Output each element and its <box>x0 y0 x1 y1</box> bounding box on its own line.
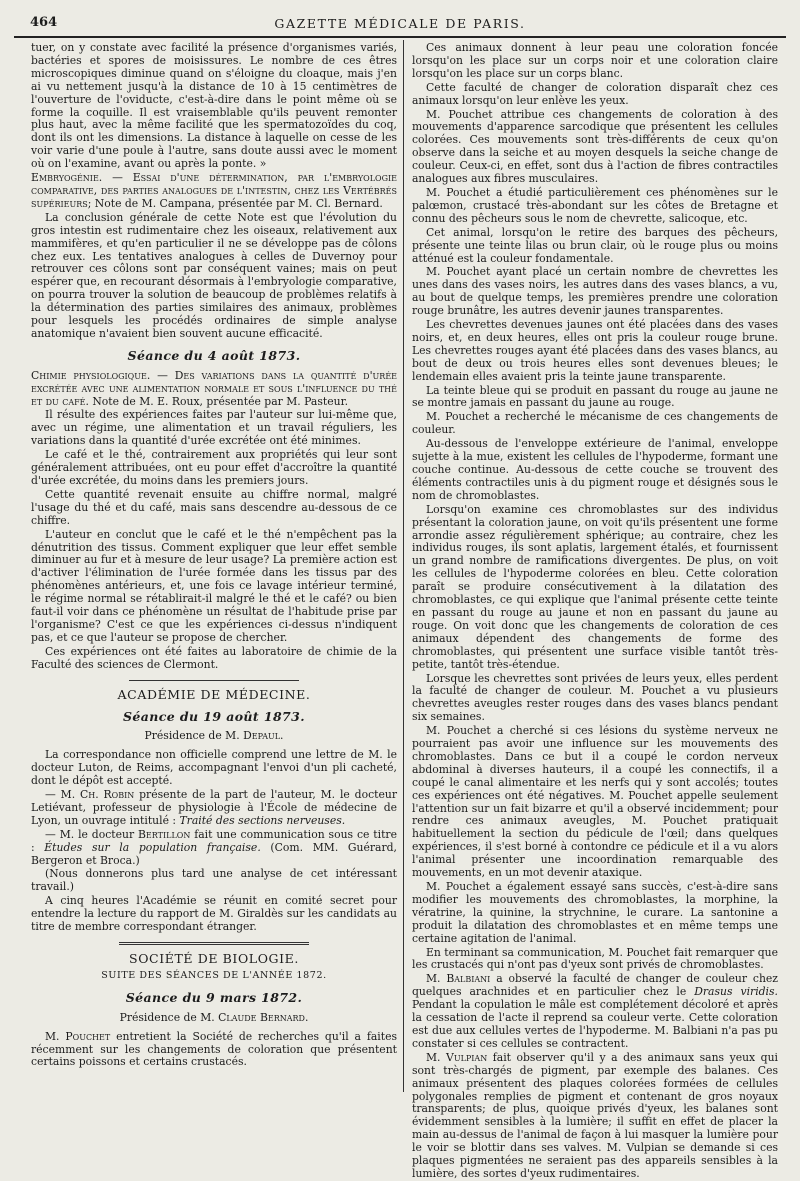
paragraph: La teinte bleue qui se produit en passant du rouge au jaune ne se montre jamais en passant du jaune au rouge. <box>412 383 778 410</box>
person-name: Pouchet <box>65 1029 111 1043</box>
text-run: fait observer qu'il y a des animaux sans yeux qui sont très-chargés de pigment, par exemple des balanes. Ces animaux présentent des plaques colorées formées de cellules polygonales remplies de pigment et contenant de gros noyaux transparents; de plus, quoique privés d'yeux, les balanes sont évidemment sensibles à la lumière; il suffit en effet de placer la main au-dessus de l'animal de façon à lui masquer la lumière pour le voir se blottir dans ses valves. M. Vulpian se demande si ces plaques pigmentées ne seraient pas des appareils sensibles à la lumière, des sortes d'yeux rudimentaires. <box>412 1050 778 1180</box>
work-title: Traité des sections nerveuses. <box>179 813 346 827</box>
species-name: Drasus viridis. <box>694 985 778 999</box>
right-column <box>412 41 778 1180</box>
society-heading: SOCIÉTÉ DE BIOLOGIE. <box>129 951 299 966</box>
left-column <box>31 42 397 1094</box>
paragraph <box>412 1052 778 1181</box>
paragraph: Ces expériences ont été faites au laboratoire de chimie de la Faculté des sciences de Clermont. <box>31 644 397 671</box>
text-run: — M. <box>45 788 81 802</box>
president-name: Depaul. <box>243 729 284 743</box>
paragraph: Les chevrettes devenues jaunes ont été placées dans des vases noirs, et, en deux heures, elles ont pris la couleur rouge brune. Les chevrettes rouges ayant été placées dans des vases blancs, au bout de deux ou trois heures elles sont devenues bleues; le lendemain elles avaient pris la teinte jaune transparente. <box>412 318 778 383</box>
paragraph: Lorsqu'on examine ces chromoblastes sur des individus présentant la coloration jaune, on voit qu'ils présentent une forme arrondie assez régulièrement sphérique; au contraire, chez les individus rouges, ils sont aplatis, largement étalés, et fournissent un grand nombre de ramifications divergentes. De plus, on voit les cellules de l'hypoderme colorées en bleu. Cette coloration paraît se produire consécutivement à la dilatation des chromoblastes, ce qui explique que l'animal présente cette teinte en passant du rouge au jaune et non en passant du jaune au rouge. On voit donc que les changements de coloration de ces animaux dépendent des changements de forme des chromoblastes, qui présentent une surface visible tantôt très-petite, tantôt très-étendue. <box>412 502 778 671</box>
text-run: (Com. MM. Guérard, Bergeron et Broca.) <box>31 840 397 867</box>
text-run: Pendant la copulation le mâle est complétement décoloré et après la cessation de l'acte il reprend sa couleur verte. Cette coloration est due aux cellules vertes de l'hypoderme. M. Balbiani n'a pas pu constater si ces cellules se contractent. <box>412 998 778 1050</box>
presidency-prefix: Présidence de M. <box>119 1010 219 1024</box>
paragraph: Au-dessous de l'enveloppe extérieure de l'animal, enveloppe sujette à la mue, existent les cellules de l'hypoderme, formant une couche continue. Au-dessous de cette couche se trouvent des éléments contractiles unis à du pigment rouge et désignés sous le nom de chromoblastes. <box>412 437 778 502</box>
note-title: — Des variations dans la quantité d'urée excrétée avec une alimentation normale et sous l'influence du thé et du café. <box>31 368 398 408</box>
paragraph: L'auteur en conclut que le café et le thé n'empêchent pas la dénutrition des tissus. Comment expliquer que leur effet semble diminuer au fur et à mesure de leur usage? La première action est d'activer l'élimination de l'urée formée dans les tissus par des phénomènes antérieurs, et, une fois ce lavage intérieur terminé, le régime normal se rétablirait-il malgré le thé et le café? ou bien faut-il voir dans ce phénomène un résultat de l'habitude prise par l'organisme? C'est ce que les expériences ci-dessus n'indiquent pas, et ce que l'auteur se propose de chercher. <box>31 527 397 644</box>
session-heading: Séance du 9 mars 1872. <box>125 989 303 1005</box>
paragraph: La correspondance non officielle comprend une lettre de M. le docteur Luton, de Reims, accompagnant l'envoi d'un pli cacheté, dont le dépôt est accepté. <box>31 748 397 788</box>
paragraph: M. Pouchet attribue ces changements de coloration à des mouvements d'apparence sarcodique que présentent les cellules colorées. Ces mouvements sont très-différents de ceux qu'on observe dans la seiche et au moyen desquels la seiche change de couleur. Ceux-ci, en effet, sont dus à l'action de fibres contractiles analogues aux fibres musculaires. <box>412 107 778 186</box>
president-name: Claude Bernard. <box>218 1010 309 1024</box>
session-heading: Séance du 19 août 1873. <box>122 708 305 724</box>
section-rule <box>119 942 309 945</box>
text-run: a observé la faculté de changer de couleur chez quelques arachnides et en particulier chez le <box>412 972 778 999</box>
journal-title: GAZETTE MÉDICALE DE PARIS. <box>274 16 526 31</box>
note-title: — Essai d'une détermination, par l'embryologie comparative, des parties analogues de l'intestin, chez les Vertébrés supérieurs; <box>31 171 397 210</box>
paragraph: Lorsque les chevrettes sont privées de leurs yeux, elles perdent la faculté de changer de couleur. M. Pouchet a vu plusieurs chevrettes aveugles rester rouges dans des vases blancs pendant six semaines. <box>412 671 778 724</box>
academy-heading: ACADÉMIE DE MÉDECINE. <box>117 686 311 702</box>
society-subheading: SUITE DES SÉANCES DE L'ANNÉE 1872. <box>101 969 327 981</box>
presidency-line <box>31 1012 397 1025</box>
work-title: Études sur la population française. <box>44 840 261 854</box>
paragraph: (Nous donnerons plus tard une analyse de cet intéressant travail.) <box>31 867 397 894</box>
paragraph: Ces animaux donnent à leur peau une coloration foncée lorsqu'on les place sur un corps noir et une coloration claire lorsqu'on les place sur un corps blanc. <box>412 41 778 80</box>
text-run: — M. le docteur <box>45 827 138 841</box>
paragraph: Il résulte des expériences faites par l'auteur sur lui-même que, avec un régime, une alimentation et un travail réguliers, les variations dans la quantité d'urée excrétée ont été minimes. <box>31 408 397 448</box>
section-lead: Chimie physiologique. <box>31 368 151 382</box>
section-lead: Embryogénie. <box>31 171 103 185</box>
column-divider <box>403 40 404 1092</box>
paragraph: En terminant sa communication, M. Pouchet fait remarquer que les crustacés qui n'ont pas d'yeux sont privés de chromoblastes. <box>412 945 778 972</box>
text-run: présente de la part de l'auteur, M. le docteur Letiévant, professeur de physiologie à l'École de médecine de Lyon, un ouvrage intitulé : <box>31 788 397 827</box>
paragraph: M. Pouchet a étudié particulièrement ces phénomènes sur le palœmon, crustacé très-abondant sur les côtes de Bretagne et connu des pêcheurs sous le nom de chevrette, salicoque, etc. <box>412 185 778 225</box>
paragraph: A cinq heures l'Académie se réunit en comité secret pour entendre la lecture du rapport de M. Giraldès sur les candidats au titre de membre correspondant étranger. <box>31 894 397 934</box>
paragraph: Cet animal, lorsqu'on le retire des barques des pêcheurs, présente une teinte lilas ou brun clair, où le rouge plus ou moins atténué est la couleur fondamentale. <box>412 225 778 265</box>
paragraph: M. Pouchet a également essayé sans succès, c'est-à-dire sans modifier les mouvements des chromoblastes, la morphine, la vératrine, la quinine, la strychnine, le curare. La santonine a produit la dilatation des chromoblastes et en même temps une certaine agitation de l'animal. <box>412 880 778 945</box>
person-name: Balbiani <box>446 972 491 986</box>
text-run: fait une communication sous ce titre : <box>31 827 397 854</box>
note-author: Note de M. E. Roux, présentée par M. Pasteur. <box>88 394 348 408</box>
person-name: Ch. Robin <box>80 788 135 802</box>
presidency-prefix: Présidence de M. <box>144 729 244 743</box>
embryology-heading <box>31 172 397 211</box>
paragraph <box>31 829 397 868</box>
paragraph: tuer, on y constate avec facilité la présence d'organismes variés, bactéries et spores de moisissures. Le nombre de ces êtres microscopiques diminue quand on s'éloigne du cloaque, mais j'en ai vu nettement jusqu'à la distance de 10 à 15 centimètres de l'ouverture de l'oviducte, c'est-à-dire dans le point même où se forme la coquille. Il est vraisemblable qu'ils peuvent remonter plus haut, avec la même facilité que les spermatozoïdes du coq, dont ils ont les dimensions. La distance à laquelle on cesse de les voir varie d'une poule à l'autre, sans doute aussi avec le moment où on l'examine, avant ou après la ponte. » <box>31 41 397 171</box>
page-header <box>14 14 786 38</box>
text-run: M. <box>45 1029 66 1043</box>
paragraph <box>412 973 778 1050</box>
paragraph: Cette quantité revenait ensuite au chiffre normal, malgré l'usage du thé et du café, mais sans descendre au-dessous de ce chiffre. <box>31 487 397 527</box>
paragraph <box>31 789 397 828</box>
note-author: Note de M. Campana, présentée par M. Cl. Bernard. <box>91 196 383 210</box>
paragraph <box>31 1031 397 1070</box>
presidency-line <box>31 730 397 743</box>
chemistry-heading <box>31 370 397 409</box>
person-name: Vulpian <box>446 1050 488 1064</box>
paragraph: La conclusion générale de cette Note est que l'évolution du gros intestin est rudimentaire chez les oiseaux, relativement aux mammifères, et qu'en particulier il ne se développe pas de côlons chez eux. Les tentatives analogues à celles de Duvernoy pour retrouver ces côlons sont par conséquent vaines; mais on peut espérer que, en recourant désormais à l'embryologie comparative, on pourra trouver la solution de beaucoup de problèmes relatifs à la détermination des parties similaires des animaux, problèmes pour lesquels les procédés ordinaires de simple analyse anatomique n'avaient bien souvent aucune efficacité. <box>31 210 397 340</box>
paragraph: M. Pouchet a recherché le mécanisme de ces changements de couleur. <box>412 410 778 437</box>
text-run: M. <box>426 1050 447 1064</box>
person-name: Bertillon <box>138 827 191 841</box>
paragraph: M. Pouchet a cherché si ces lésions du système nerveux ne pourraient pas avoir une influence sur les mouvements des chromoblastes. Dans ce but il a coupé le cordon nerveux abdominal à diverses hauteurs, il a coupé les connectifs, il a coupé le canal alimentaire et les nerfs qui y sont accolés; toutes ces expériences ont été négatives. M. Pouchet appelle seulement l'attention sur un fait bizarre et qu'il a observé incidemment; pour rendre ces animaux aveugles, M. Pouchet pratiquait habituellement la section du pédicule de l'œil; dans quelques expériences, il s'est borné à contondre ce pédicule et il a vu alors l'animal présenter une incoordination remarquable des mouvements, en un mot devenir ataxique. <box>412 724 778 880</box>
paragraph: M. Pouchet ayant placé un certain nombre de chevrettes les unes dans des vases noirs, les autres dans des vases blancs, a vu, au bout de quelque temps, les premières prendre une coloration rouge brunâtre, les autres devenir jaunes transparentes. <box>412 265 778 318</box>
section-rule <box>129 680 299 681</box>
session-heading: Séance du 4 août 1873. <box>127 347 301 363</box>
page-number: 464 <box>30 15 58 30</box>
paragraph: Le café et le thé, contrairement aux propriétés qui leur sont généralement attribuées, ont eu pour effet d'accroître la quantité d'urée excrétée, du moins dans les premiers jours. <box>31 448 397 487</box>
paragraph: Cette faculté de changer de coloration disparaît chez ces animaux lorsqu'on leur enlève les yeux. <box>412 80 778 107</box>
text-run: M. <box>426 972 447 986</box>
text-run: entretient la Société de recherches qu'il a faites récemment sur les changements de coloration que présentent certains poissons et certains crustacés. <box>31 1029 398 1069</box>
